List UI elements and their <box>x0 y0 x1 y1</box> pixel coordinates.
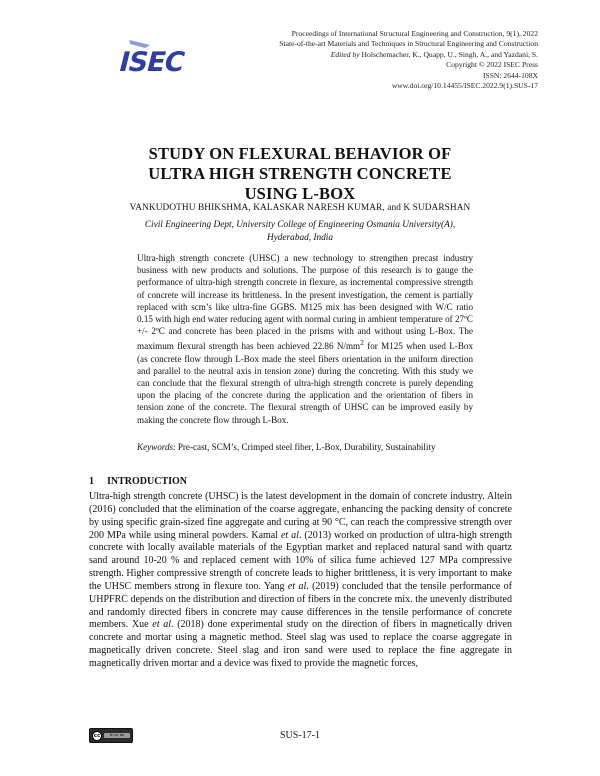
affiliation-line-2: Hyderabad, India <box>266 233 334 243</box>
page-number: SUS-17-1 <box>279 730 320 741</box>
section-number: 1 <box>89 476 94 487</box>
superscript: 2 <box>360 338 364 348</box>
issn: ISSN: 2644-108X <box>482 70 538 80</box>
paper-title <box>0 144 600 204</box>
editors: Holschemacher, K., Quapp, U., Singh, A., and Yazdani, S. <box>361 49 538 59</box>
section-title: INTRODUCTION <box>107 476 188 487</box>
body-segment: . (2013) worked on production of ultra-high strength concrete with locally available materials of the Egyptian market and replaced natural sand with quartz sand around 10-20 % and replaced cement with 10% of silica fume achieved 127 MPa compressive strength. Higher compressive strength of concrete leads to higher brittleness, it is very important to make the UHSC members strong in flexure too. Yang <box>89 529 513 592</box>
keywords-text: : Pre-cast, SCM’s, Crimped steel fiber, L-Box, Durability, Sustainability <box>173 442 436 452</box>
body-text <box>89 491 512 671</box>
copyright: Copyright © 2022 ISEC Press <box>446 60 538 70</box>
keywords-label: Keywords <box>137 442 174 452</box>
doi-link[interactable]: www.doi.org/10.14455/ISEC.2022.9(1).SUS-17 <box>391 81 538 91</box>
title-line-3: USING L-BOX <box>244 184 356 203</box>
edited-by-label: Edited by <box>330 49 360 59</box>
logo-text: ISEC <box>115 47 188 78</box>
keywords <box>137 441 473 453</box>
title-line-2: ULTRA HIGH STRENGTH CONCRETE <box>148 164 452 183</box>
abstract <box>137 252 473 426</box>
et-al: et al <box>287 580 307 592</box>
isec-logo <box>112 37 204 79</box>
et-al: et al <box>280 529 299 541</box>
title-line-1: STUDY ON FLEXURAL BEHAVIOR OF <box>148 144 452 163</box>
proceedings-header <box>279 29 538 91</box>
editors-line <box>279 50 538 60</box>
authors: VANKUDOTHU BHIKSHMA, KALASKAR NARESH KUMAR, and K SUDARSHAN <box>129 203 471 213</box>
proceedings-subtitle: State-of-the-art Materials and Techniques in Structural Engineering and Construction <box>279 39 538 49</box>
body-segment: Ultra-high strength concrete (UHSC) is the latest development in the domain of concrete industry. Altein (2016) concluded that the elimination of the coarse aggregate, enhancing the packing density of concrete by using specific grain-sized fine aggregate and curing at 90 °C, can reach the compressive strength over 200 MPa while using mineral powders. Kamal <box>89 491 512 541</box>
body-segment: . (2019) concluded that the tensile performance of UHPFRC depends on the distribution and direction of fibers in the concrete mix. the unevenly distributed and randomly directed fibers in concrete may cause differences in the tensile performance of concrete members. Xue <box>89 580 513 631</box>
abstract-text: Ultra-high strength concrete (UHSC) a new technology to strengthen precast industry business with new products and solutions. The purpose of this research is to gauge the performance of ultra-high strength concrete in flexure, as incremental compressive strength of concrete will increase its brittleness. In the present investigation, the cement is partially replaced with scm’s like ultra-fine GGBS. M125 mix has been designed with W/C ratio 0.15 with high end water reducing agent with normal curing in ambient temperature of 27ºC +/- 2ºC and concrete has been placed in the prisms with and without using L-Box. The maximum flexural strength has been achieved 22.86 N/mm <box>137 253 473 352</box>
cc-icon: cc <box>93 732 101 739</box>
section-heading <box>89 476 187 487</box>
affiliation-line-1: Civil Engineering Dept, University College of Engineering Osmania University(A), <box>144 220 456 230</box>
proceedings-line: Proceedings of International Structural Engineering and Construction, 9(1), 2022 <box>291 29 538 38</box>
affiliation <box>0 219 600 245</box>
abstract-text-end: for M125 when used L-Box (as concrete flow through L-Box made the steel fibers orientation in the uniform direction and parallel to the neutral axis in tension zone) during the concreting. With this study we can conclude that the flexural strength of ultra-high strength concrete is purely depending upon the placing of the concrete during the application and the orientation of fibers in tension zone of the concrete. The flexural strength of UHSC can be improved easily by making the concrete flow through L-Box. <box>137 341 473 425</box>
et-al: et al <box>152 619 171 631</box>
license-terms-bar: BY NC ND <box>104 733 130 738</box>
body-segment: . (2018) done experimental study on the direction of fibers in magnetically driven concrete and mortar using a magnetic method. Steel slag was used to replace the coarse aggregate in magnetically driven concrete. Steel slag and iron sand were used to replace the fine aggregate in magnetically driven mortar and a device was fixed to provide the magnetic forces, <box>89 619 512 669</box>
